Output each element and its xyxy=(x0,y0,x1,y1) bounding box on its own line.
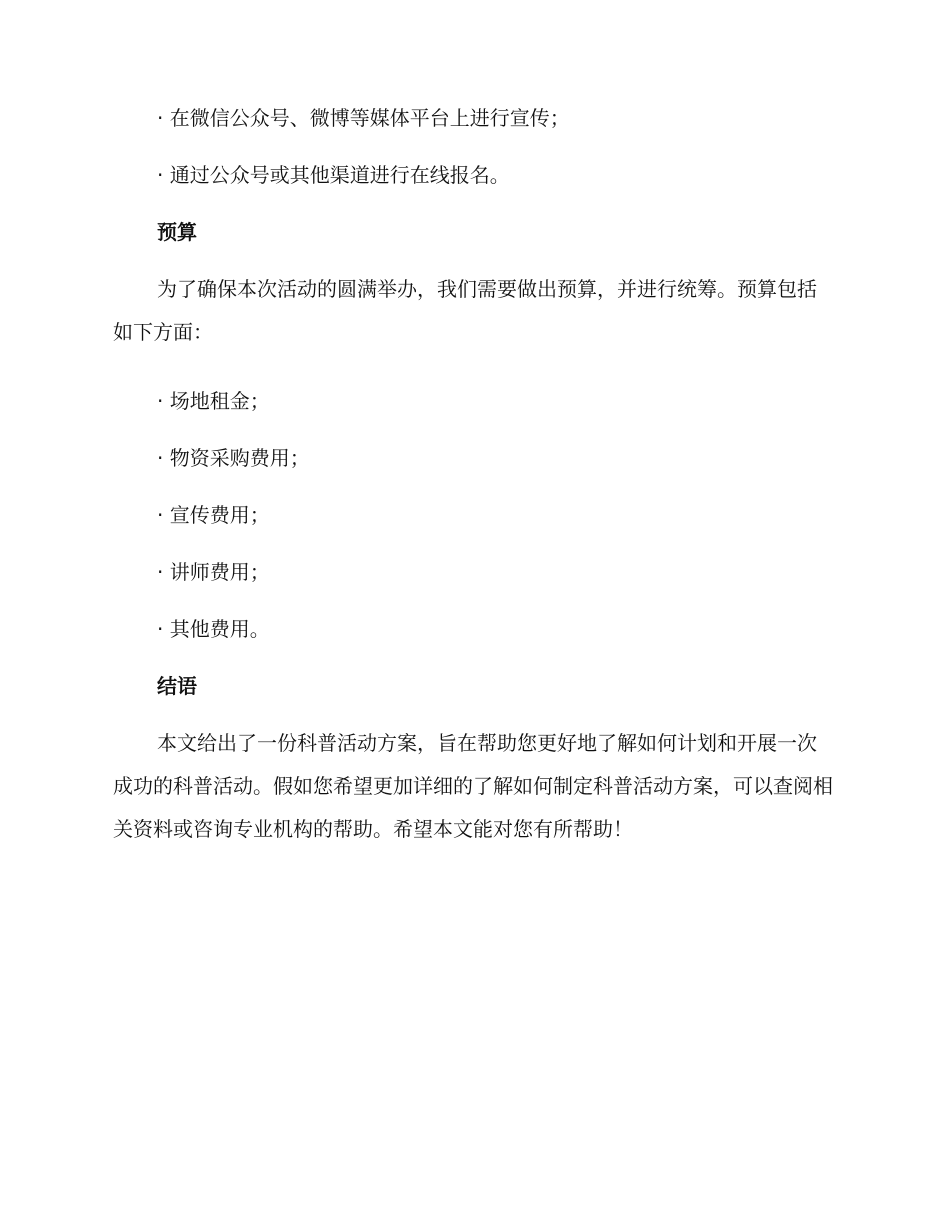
promotion-bullet-1: · 在微信公众号、微博等媒体平台上进行宣传； xyxy=(157,106,570,130)
conclusion-heading: 结语 xyxy=(157,674,197,698)
budget-item-other: · 其他费用。 xyxy=(157,617,270,641)
budget-item-materials: · 物资采购费用； xyxy=(157,446,310,470)
budget-heading: 预算 xyxy=(157,220,197,244)
conclusion-paragraph: 本文给出了一份科普活动方案，旨在帮助您更好地了解如何计划和开展一次成功的科普活动。假如您希望更加详细的了解如何制定科普活动方案，可以查阅相关资料或咨询专业机构的帮助。希望本文能对您有所帮助！ xyxy=(113,731,833,841)
promotion-bullet-2: · 通过公众号或其他渠道进行在线报名。 xyxy=(157,163,510,187)
budget-item-promotion: · 宣传费用； xyxy=(157,503,270,527)
budget-intro-paragraph: 为了确保本次活动的圆满举办，我们需要做出预算，并进行统筹。预算包括如下方面： xyxy=(113,277,817,344)
budget-item-lecturer: · 讲师费用； xyxy=(157,560,270,584)
budget-item-venue: · 场地租金； xyxy=(157,389,270,413)
document-content xyxy=(113,108,835,851)
